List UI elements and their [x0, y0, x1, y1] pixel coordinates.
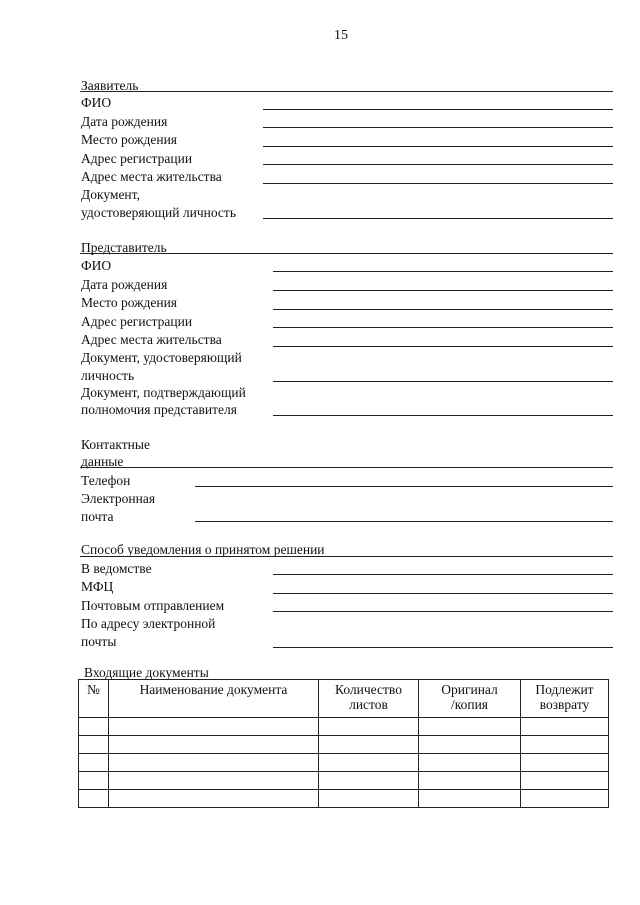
- table-cell[interactable]: [419, 736, 521, 754]
- table-row: [79, 718, 609, 736]
- table-cell[interactable]: [109, 754, 319, 772]
- column-header-sheet-count-line1: Количество: [335, 682, 402, 697]
- representative-authority-doc-label-line1: Документ, подтверждающий: [81, 385, 246, 400]
- contacts-phone-label: Телефон: [81, 473, 131, 488]
- column-header-sheet-count-line2: листов: [349, 697, 388, 712]
- table-cell[interactable]: [319, 718, 419, 736]
- contacts-email-field[interactable]: [195, 521, 613, 522]
- applicant-section-title: Заявитель: [81, 78, 139, 93]
- notification-post-field[interactable]: [273, 611, 613, 612]
- column-header-doc-name-line1: Наименование документа: [139, 682, 288, 697]
- table-cell[interactable]: [521, 754, 609, 772]
- applicant-registration-field[interactable]: [263, 164, 613, 165]
- applicant-registration-label: Адрес регистрации: [81, 151, 193, 166]
- table-cell[interactable]: [109, 736, 319, 754]
- page-number: 15: [334, 28, 348, 43]
- table-row: [79, 754, 609, 772]
- notification-email-field[interactable]: [273, 647, 613, 648]
- table-cell[interactable]: [521, 772, 609, 790]
- column-header-return-line2: возврату: [539, 697, 590, 712]
- notification-section-title: Способ уведомления о принятом решении: [81, 542, 325, 557]
- table-row: [79, 772, 609, 790]
- notification-mfc-field[interactable]: [273, 593, 613, 594]
- representative-birthplace-label: Место рождения: [81, 295, 178, 310]
- incoming-docs-table: [78, 679, 609, 808]
- representative-title-line: [80, 253, 613, 254]
- table-cell[interactable]: [521, 718, 609, 736]
- representative-fio-field[interactable]: [273, 271, 613, 272]
- table-cell[interactable]: [79, 736, 109, 754]
- notification-email-label-line1: По адресу электронной: [81, 616, 216, 631]
- representative-birthplace-field[interactable]: [273, 309, 613, 310]
- table-cell[interactable]: [79, 718, 109, 736]
- column-header-return-line1: Подлежит: [535, 682, 594, 697]
- representative-id-doc-label-line2: личность: [81, 368, 135, 383]
- applicant-fio-field[interactable]: [263, 109, 613, 110]
- table-cell[interactable]: [319, 790, 419, 808]
- table-row: [79, 790, 609, 808]
- incoming-docs-table-body: [79, 718, 609, 808]
- column-header-doc-name: [109, 680, 319, 718]
- representative-section-title: Представитель: [81, 240, 167, 255]
- column-header-number-line1: №: [87, 682, 100, 697]
- table-cell[interactable]: [319, 736, 419, 754]
- table-cell[interactable]: [79, 754, 109, 772]
- column-header-original-copy-line1: Оригинал: [441, 682, 498, 697]
- column-header-return: [521, 680, 609, 718]
- notification-agency-label: В ведомстве: [81, 561, 152, 576]
- notification-email-label-line2: почты: [81, 634, 117, 649]
- contacts-title-line: [80, 467, 613, 468]
- applicant-id-doc-field[interactable]: [263, 218, 613, 219]
- table-cell[interactable]: [79, 772, 109, 790]
- notification-post-label: Почтовым отправлением: [81, 598, 225, 613]
- applicant-birthplace-field[interactable]: [263, 146, 613, 147]
- table-cell[interactable]: [419, 772, 521, 790]
- table-cell[interactable]: [79, 790, 109, 808]
- table-cell[interactable]: [521, 736, 609, 754]
- contacts-email-label-line1: Электронная: [81, 491, 156, 506]
- table-cell[interactable]: [319, 754, 419, 772]
- applicant-birthdate-label: Дата рождения: [81, 114, 168, 129]
- table-header-row: [79, 680, 609, 718]
- column-header-original-copy: [419, 680, 521, 718]
- representative-id-doc-label-line1: Документ, удостоверяющий: [81, 350, 242, 365]
- representative-id-doc-field[interactable]: [273, 381, 613, 382]
- notification-title-line: [80, 556, 613, 557]
- table-cell[interactable]: [109, 790, 319, 808]
- contacts-title-line1: Контактные: [81, 437, 150, 452]
- applicant-residence-field[interactable]: [263, 183, 613, 184]
- representative-authority-doc-field[interactable]: [273, 415, 613, 416]
- table-cell[interactable]: [109, 718, 319, 736]
- table-cell[interactable]: [109, 772, 319, 790]
- representative-fio-label: ФИО: [81, 258, 112, 273]
- representative-residence-label: Адрес места жительства: [81, 332, 222, 347]
- column-header-original-copy-line2: /копия: [450, 697, 489, 712]
- applicant-residence-label: Адрес места жительства: [81, 169, 222, 184]
- applicant-title-line: [80, 91, 613, 92]
- applicant-birthdate-field[interactable]: [263, 127, 613, 128]
- contacts-phone-field[interactable]: [195, 486, 613, 487]
- representative-authority-doc-label-line2: полномочия представителя: [81, 402, 237, 417]
- table-cell[interactable]: [419, 790, 521, 808]
- column-header-sheet-count: [319, 680, 419, 718]
- incoming-docs-title: Входящие документы: [84, 665, 209, 680]
- table-cell[interactable]: [419, 754, 521, 772]
- table-cell[interactable]: [521, 790, 609, 808]
- notification-mfc-label: МФЦ: [81, 579, 114, 594]
- representative-birthdate-field[interactable]: [273, 290, 613, 291]
- table-cell[interactable]: [419, 718, 521, 736]
- representative-residence-field[interactable]: [273, 346, 613, 347]
- representative-birthdate-label: Дата рождения: [81, 277, 168, 292]
- applicant-fio-label: ФИО: [81, 95, 112, 110]
- representative-registration-label: Адрес регистрации: [81, 314, 193, 329]
- table-cell[interactable]: [319, 772, 419, 790]
- notification-agency-field[interactable]: [273, 574, 613, 575]
- representative-registration-field[interactable]: [273, 327, 613, 328]
- applicant-birthplace-label: Место рождения: [81, 132, 178, 147]
- contacts-title-line2: данные: [81, 454, 124, 469]
- applicant-id-doc-label-line1: Документ,: [81, 187, 140, 202]
- applicant-id-doc-label-line2: удостоверяющий личность: [81, 205, 236, 220]
- table-row: [79, 736, 609, 754]
- contacts-email-label-line2: почта: [81, 509, 114, 524]
- column-header-number: [79, 680, 109, 718]
